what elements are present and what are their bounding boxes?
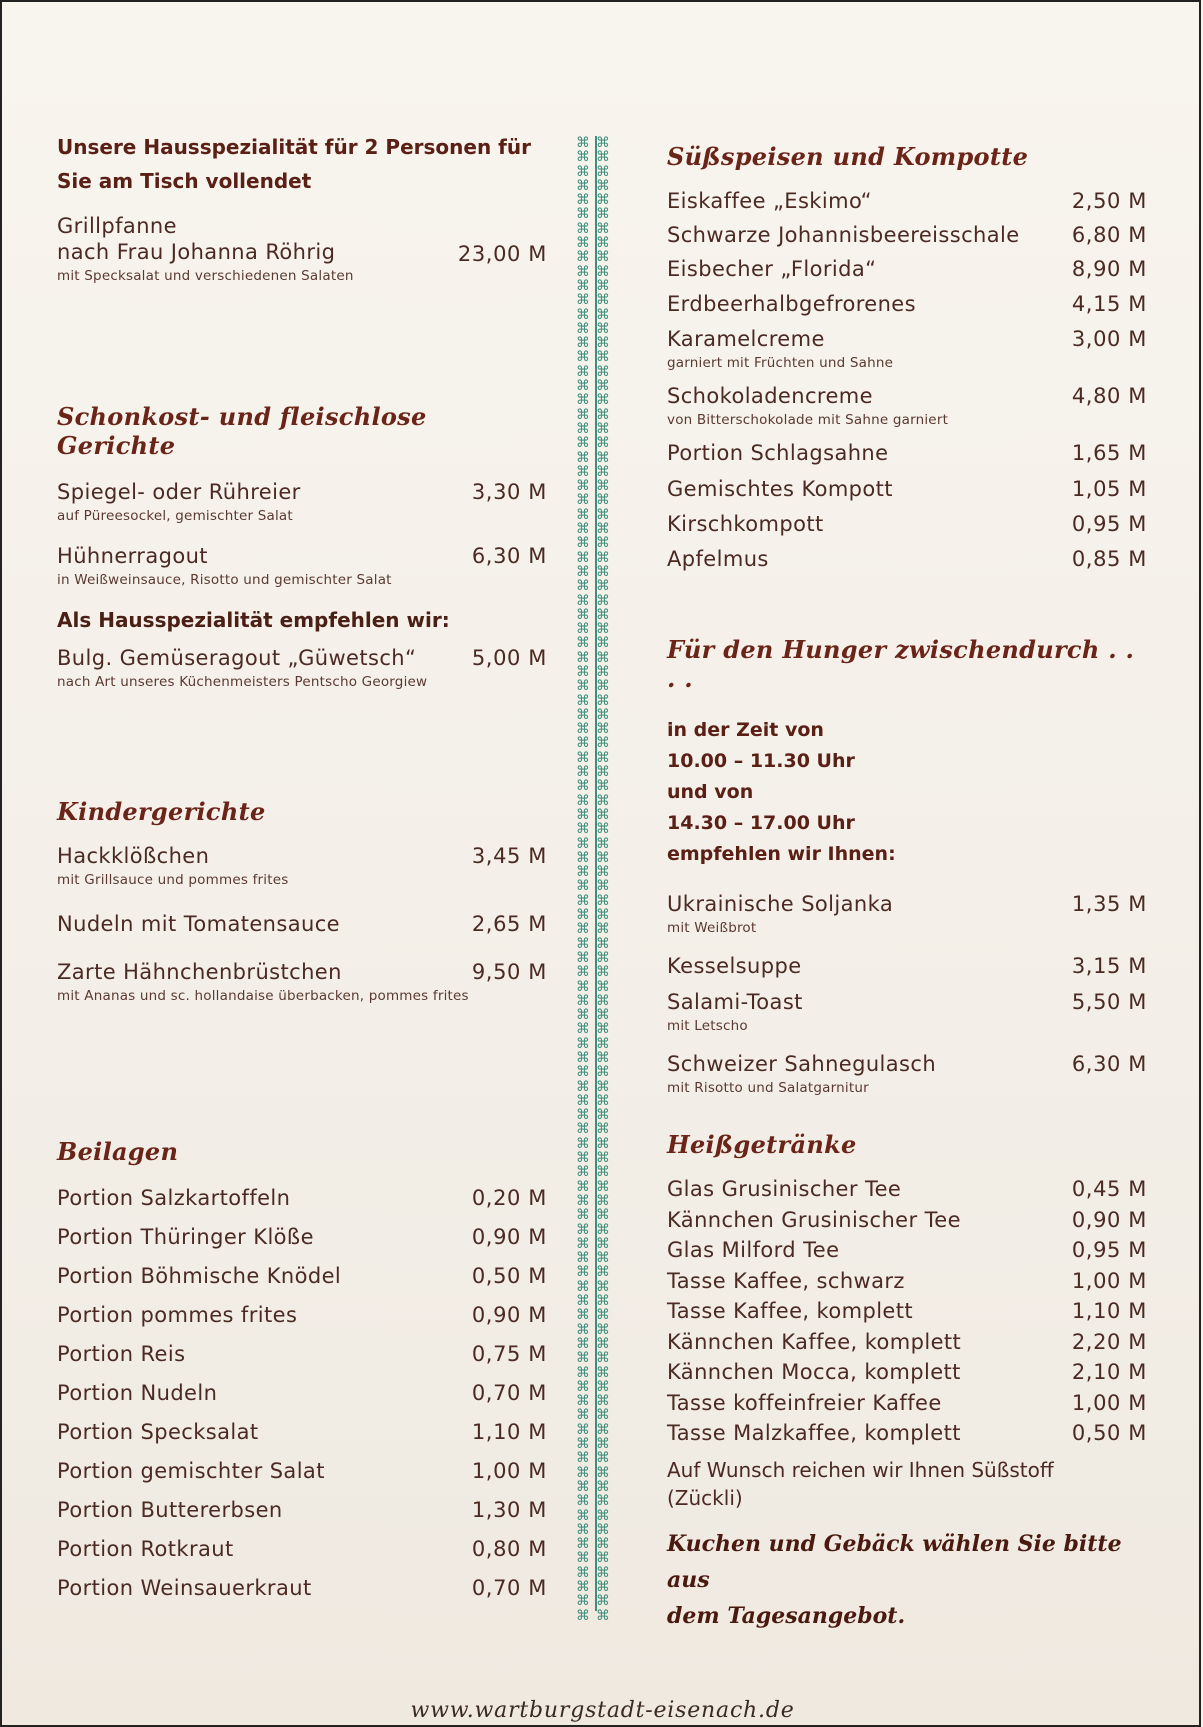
item-description: mit Ananas und sc. hollandaise überbacken, pommes frites	[57, 988, 469, 1004]
item-price: 0,95 M	[1071, 1238, 1147, 1262]
item-price: 0,45 M	[1071, 1177, 1147, 1201]
beilagen-section	[57, 1137, 547, 1615]
item-name: Schweizer Sahnegulasch	[667, 1052, 937, 1076]
item-description: garniert mit Früchten und Sahne	[667, 355, 894, 371]
list-item	[667, 512, 1147, 547]
item-price: 2,20 M	[1071, 1329, 1147, 1354]
item-price: 0,95 M	[1071, 512, 1147, 536]
item-price: 1,65 M	[1071, 441, 1147, 465]
list-item	[667, 384, 1147, 441]
item-price: 1,00 M	[1071, 1390, 1147, 1415]
item-price: 0,70 M	[471, 1576, 547, 1600]
item-name: Portion Böhmische Knödel	[57, 1264, 342, 1288]
list-item	[667, 292, 1147, 327]
item-price: 9,50 M	[471, 960, 547, 984]
heiss-section	[667, 1130, 1147, 1634]
list-item	[667, 1208, 1147, 1239]
item-price: 8,90 M	[1071, 257, 1147, 281]
intro-line: in der Zeit von	[667, 719, 824, 741]
item-price: 0,90 M	[1071, 1207, 1147, 1232]
list-item	[667, 1052, 1147, 1096]
list-item	[667, 257, 1147, 292]
hunger-intro	[667, 715, 1147, 870]
item-price: 0,75 M	[471, 1342, 547, 1366]
item-name: Kirschkompott	[667, 512, 824, 536]
item-name: Bulg. Gemüseragout „Güwetsch“	[57, 646, 417, 670]
hunger-section	[667, 635, 1147, 1096]
item-name: Tasse Kaffee, schwarz	[667, 1268, 905, 1293]
list-item	[667, 1177, 1147, 1208]
section-heading: Beilagen	[57, 1137, 179, 1166]
item-price: 5,50 M	[1071, 990, 1147, 1014]
item-price: 0,85 M	[1071, 547, 1147, 571]
house-special-item	[57, 214, 547, 284]
item-price: 1,05 M	[1071, 477, 1147, 501]
list-item	[667, 892, 1147, 936]
list-item	[57, 1420, 547, 1459]
item-name: Portion gemischter Salat	[57, 1459, 325, 1483]
intro-line: und von	[667, 781, 754, 803]
suess-list	[667, 189, 1147, 582]
list-item	[667, 990, 1147, 1034]
list-item	[57, 1186, 547, 1225]
item-name: Kännchen Mocca, komplett	[667, 1360, 961, 1384]
item-name: Schokoladencreme	[667, 384, 873, 408]
list-item	[57, 1342, 547, 1381]
section-heading: Für den Hunger zwischendurch . . . .	[667, 635, 1135, 693]
section-heading: Kindergerichte	[57, 797, 266, 826]
list-item	[667, 1269, 1147, 1300]
item-name: Portion Rotkraut	[57, 1537, 234, 1561]
list-item	[667, 547, 1147, 582]
item-name: Kännchen Grusinischer Tee	[667, 1207, 961, 1232]
item-price: 5,00 M	[471, 646, 547, 670]
item-name: Glas Milford Tee	[667, 1238, 840, 1262]
item-price: 6,30 M	[1071, 1052, 1147, 1076]
list-item	[57, 1459, 547, 1498]
item-name-line2: nach Frau Johanna Röhrig	[57, 240, 336, 264]
intro-line: 10.00 – 11.30 Uhr	[667, 750, 855, 772]
closing-line: Kuchen und Gebäck wählen Sie bitte aus	[667, 1530, 1122, 1593]
item-name: Portion Buttererbsen	[57, 1498, 283, 1522]
item-name: Portion Weinsauerkraut	[57, 1576, 312, 1600]
suess-section	[667, 142, 1147, 582]
item-name: Gemischtes Kompott	[667, 477, 893, 501]
item-name: Nudeln mit Tomatensauce	[57, 912, 340, 936]
beilagen-list	[57, 1186, 547, 1615]
list-item	[57, 1303, 547, 1342]
item-name: Kännchen Kaffee, komplett	[667, 1329, 962, 1354]
list-item	[57, 1225, 547, 1264]
item-price: 3,45 M	[471, 844, 547, 868]
item-name: Portion Specksalat	[57, 1420, 259, 1444]
item-description: von Bitterschokolade mit Sahne garniert	[667, 412, 949, 428]
closing-note	[667, 1526, 1147, 1634]
footer-url: www.wartburgstadt-eisenach.de	[410, 1698, 795, 1723]
item-name: Schwarze Johannisbeereisschale	[667, 223, 1020, 247]
closing-line: dem Tagesangebot.	[667, 1602, 906, 1629]
item-name: Tasse Malzkaffee, komplett	[667, 1421, 961, 1445]
sweetener-note-1: Auf Wunsch reichen wir Ihnen Süßstoff	[667, 1457, 1054, 1482]
list-item	[667, 223, 1147, 257]
item-price: 1,30 M	[471, 1498, 547, 1522]
schonkost-section	[57, 402, 547, 690]
item-name: Karamelcreme	[667, 327, 825, 351]
item-price: 0,50 M	[471, 1264, 547, 1288]
list-item	[667, 1330, 1147, 1361]
item-price: 1,00 M	[471, 1459, 547, 1483]
item-name: Portion Reis	[57, 1342, 186, 1366]
list-item	[57, 960, 547, 1004]
item-name: Salami-Toast	[667, 990, 803, 1014]
item-description: mit Specksalat und verschiedenen Salaten	[57, 268, 354, 284]
item-name: Hühnerragout	[57, 544, 208, 568]
item-name: Kesselsuppe	[667, 954, 802, 978]
item-name: Portion Salzkartoffeln	[57, 1186, 291, 1210]
item-description: mit Letscho	[667, 1018, 748, 1034]
list-item	[57, 1264, 547, 1303]
list-item	[667, 189, 1147, 223]
section-heading: Heißgetränke	[667, 1130, 857, 1159]
item-price: 2,10 M	[1071, 1360, 1147, 1384]
item-description: nach Art unseres Küchenmeisters Pentscho Georgiew	[57, 674, 428, 690]
sweetener-note-2: (Zückli)	[667, 1485, 743, 1510]
item-name: Portion Thüringer Klöße	[57, 1225, 314, 1249]
item-description: in Weißweinsauce, Risotto und gemischter Salat	[57, 572, 392, 588]
house-special-title-2: Sie am Tisch vollendet	[57, 169, 312, 193]
house-special-section	[57, 130, 547, 284]
item-name: Zarte Hähnchenbrüstchen	[57, 960, 342, 984]
item-price: 3,30 M	[471, 480, 547, 504]
item-price: 0,50 M	[1071, 1421, 1147, 1445]
item-price: 1,35 M	[1071, 892, 1147, 916]
item-price: 2,65 M	[471, 912, 547, 936]
list-item	[57, 844, 547, 888]
item-price: 0,90 M	[471, 1303, 547, 1327]
item-price: 2,50 M	[1071, 189, 1147, 213]
list-item	[57, 1381, 547, 1420]
item-name: Portion pommes frites	[57, 1303, 298, 1327]
item-price: 1,10 M	[1071, 1299, 1147, 1323]
item-name: Spiegel- oder Rühreier	[57, 480, 301, 504]
house-special-title-1: Unsere Hausspezialität für 2 Personen für	[57, 135, 531, 159]
list-item	[667, 441, 1147, 477]
item-price: 0,70 M	[471, 1381, 547, 1405]
intro-line: empfehlen wir Ihnen:	[667, 843, 896, 865]
item-price: 1,10 M	[471, 1420, 547, 1444]
item-description: auf Püreesockel, gemischter Salat	[57, 508, 293, 524]
item-price: 6,80 M	[1071, 223, 1147, 247]
item-name: Tasse Kaffee, komplett	[667, 1299, 914, 1323]
item-price: 0,20 M	[471, 1186, 547, 1210]
item-price: 1,00 M	[1071, 1268, 1147, 1293]
item-name: Eiskaffee „Eskimo“	[667, 189, 872, 213]
list-item	[667, 1238, 1147, 1269]
list-item	[57, 1498, 547, 1537]
item-name: Ukrainische Soljanka	[667, 892, 894, 916]
section-heading: Schonkost- und fleischlose Gerichte	[57, 402, 427, 460]
list-item	[57, 480, 547, 524]
heiss-list	[667, 1177, 1147, 1452]
item-name: Grillpfanne	[57, 214, 177, 238]
list-item	[667, 1421, 1147, 1452]
list-item	[57, 1576, 547, 1615]
item-price: 4,80 M	[1071, 384, 1147, 408]
item-description: mit Risotto und Salatgarnitur	[667, 1080, 869, 1096]
item-description: mit Weißbrot	[667, 920, 757, 936]
section-heading: Süßspeisen und Kompotte	[667, 142, 1029, 171]
item-price: 3,00 M	[1071, 327, 1147, 351]
intro-line: 14.30 – 17.00 Uhr	[667, 812, 855, 834]
list-item	[667, 477, 1147, 512]
list-item	[667, 1391, 1147, 1422]
item-name: Tasse koffeinfreier Kaffee	[667, 1390, 942, 1415]
item-name: Hackklößchen	[57, 844, 210, 868]
recommend-label: Als Hausspezialität empfehlen wir:	[57, 608, 450, 632]
item-price: 6,30 M	[471, 544, 547, 568]
list-item	[57, 912, 547, 936]
item-price: 23,00 M	[457, 242, 547, 266]
list-item	[667, 327, 1147, 384]
list-item	[667, 1360, 1147, 1391]
item-name: Erdbeerhalbgefrorenes	[667, 292, 916, 316]
item-name: Eisbecher „Florida“	[667, 257, 877, 281]
item-price: 3,15 M	[1071, 954, 1147, 978]
list-item	[667, 1299, 1147, 1330]
item-name: Portion Schlagsahne	[667, 441, 889, 465]
item-price: 0,90 M	[471, 1225, 547, 1249]
item-price: 4,15 M	[1071, 292, 1147, 316]
item-description: mit Grillsauce und pommes frites	[57, 872, 289, 888]
list-item	[57, 646, 547, 690]
item-name: Glas Grusinischer Tee	[667, 1177, 902, 1201]
kinder-section	[57, 797, 547, 1004]
item-name: Portion Nudeln	[57, 1381, 218, 1405]
list-item	[667, 954, 1147, 978]
decorative-divider	[576, 135, 616, 1624]
item-price: 0,80 M	[471, 1537, 547, 1561]
list-item	[57, 1537, 547, 1576]
divider-ornament-icon: ⌘⌘ ⌘⌘ ⌘⌘ ⌘⌘ ⌘⌘ ⌘⌘ ⌘⌘ ⌘⌘ ⌘⌘ ⌘⌘ ⌘⌘ ⌘⌘ ⌘⌘ ⌘⌘ ⌘⌘ ⌘⌘ ⌘⌘ ⌘⌘ ⌘⌘ ⌘⌘ ⌘⌘ ⌘⌘ ⌘⌘ ⌘⌘ ⌘⌘ ⌘⌘ ⌘⌘ ⌘⌘ ⌘⌘ ⌘⌘ ⌘⌘ ⌘⌘ ⌘⌘ ⌘⌘ ⌘⌘ ⌘⌘ ⌘⌘ ⌘⌘ ⌘⌘ ⌘⌘ ⌘⌘ ⌘⌘ ⌘⌘ ⌘⌘ ⌘⌘ ⌘⌘ ⌘⌘ ⌘⌘ ⌘⌘ ⌘⌘ ⌘⌘ ⌘⌘ ⌘⌘ ⌘⌘ ⌘⌘ ⌘⌘ ⌘⌘ ⌘⌘ ⌘⌘ ⌘⌘ ⌘⌘ ⌘⌘ ⌘⌘ ⌘⌘ ⌘⌘ ⌘⌘ ⌘⌘ ⌘⌘ ⌘⌘ ⌘⌘ ⌘⌘ ⌘⌘ ⌘⌘ ⌘⌘ ⌘⌘ ⌘⌘ ⌘⌘ ⌘⌘ ⌘⌘ ⌘⌘ ⌘⌘ ⌘⌘ ⌘⌘ ⌘⌘ ⌘⌘ ⌘⌘ ⌘⌘ ⌘⌘ ⌘⌘ ⌘⌘ ⌘⌘ ⌘⌘ ⌘⌘ ⌘⌘ ⌘⌘ ⌘⌘ ⌘⌘ ⌘⌘ ⌘⌘ ⌘⌘ ⌘⌘ ⌘⌘ ⌘⌘ ⌘⌘	[576, 135, 616, 1624]
list-item	[57, 544, 547, 588]
item-name: Apfelmus	[667, 547, 769, 571]
